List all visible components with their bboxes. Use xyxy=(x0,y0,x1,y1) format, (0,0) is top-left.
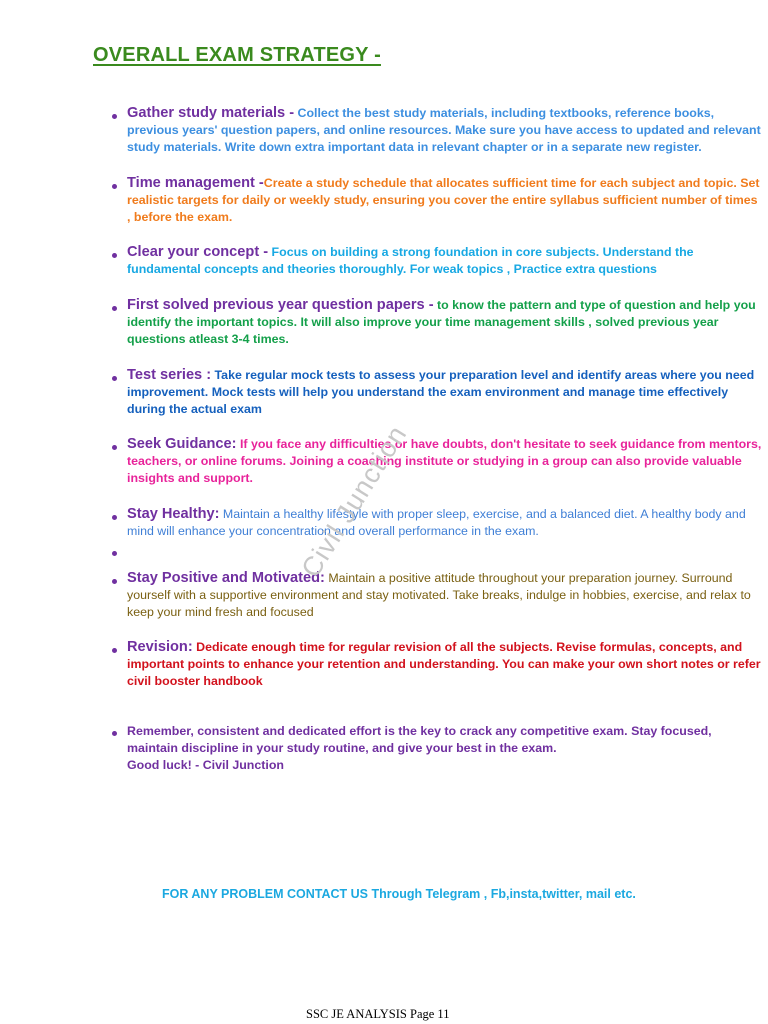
list-item xyxy=(127,105,762,155)
bullet xyxy=(112,515,117,520)
list-item xyxy=(127,175,762,225)
item-body: Collect the best study materials, including textbooks, reference books, previous years' question papers, and online resources. Make sure you have access to updated and relevant study materials. Write down extra important data in relevant chapter or in a separate new register. xyxy=(127,106,761,154)
item-body: Dedicate enough time for regular revision of all the subjects. Revise formulas, concepts, and important points to enhance your retention and understanding. You can make your own short notes or refer civil booster handbook xyxy=(127,640,761,688)
item-body: Create a study schedule that allocates sufficient time for each subject and topic. Set realistic targets for daily or weekly study, ensuring you cover the entire syllabus sufficient number of times , before the exam. xyxy=(127,176,760,224)
bullet xyxy=(112,579,117,584)
item-heading: Revision: xyxy=(127,639,193,655)
item-body: to know the pattern and type of question and help you identify the important topics. It will also improve your time management skills , solved previous year questions atleast 3-4 times. xyxy=(127,298,756,346)
list-item xyxy=(127,436,762,486)
item-heading: Test series : xyxy=(127,367,212,383)
list-item xyxy=(127,297,762,347)
item-body: If you face any difficulties or have doubts, don't hesitate to seek guidance from mentors, teachers, or online forums. Joining a coaching institute or studying in a group can also provide valuable insights and support. xyxy=(127,437,762,485)
item-heading: Time management - xyxy=(127,175,264,191)
item-heading: Clear your concept - xyxy=(127,244,269,260)
list-item xyxy=(127,639,762,689)
closing-signoff: Good luck! - Civil Junction xyxy=(127,757,284,772)
list-item xyxy=(127,570,762,620)
bullet xyxy=(112,445,117,450)
item-body: Focus on building a strong foundation in core subjects. Understand the fundamental concepts and theories thoroughly. For weak topics , Practice extra questions xyxy=(127,245,694,276)
list-item xyxy=(127,367,762,417)
bullet xyxy=(112,184,117,189)
list-item xyxy=(127,506,762,540)
bullet xyxy=(112,253,117,258)
page-title: OVERALL EXAM STRATEGY - xyxy=(93,44,381,66)
closing-text: Remember, consistent and dedicated effort is the key to crack any competitive exam. Stay focused, maintain discipline in your study routine, and give your best in the exam. xyxy=(127,724,712,755)
watermark-text: Civil Junction xyxy=(295,419,413,583)
item-body: Maintain a healthy lifestyle with proper sleep, exercise, and a balanced diet. A healthy body and mind will enhance your concentration and overall performance in the exam. xyxy=(127,507,746,538)
bullet xyxy=(112,648,117,653)
bullet xyxy=(112,731,117,736)
closing-note xyxy=(127,723,762,773)
page-footer: SSC JE ANALYSIS Page 11 xyxy=(306,1007,450,1021)
bullet xyxy=(112,114,117,119)
item-heading: Stay Positive and Motivated: xyxy=(127,570,325,586)
item-heading: First solved previous year question papers - xyxy=(127,297,434,313)
item-heading: Gather study materials - xyxy=(127,105,295,121)
item-heading: Stay Healthy: xyxy=(127,506,220,522)
contact-line: FOR ANY PROBLEM CONTACT US Through Telegram , Fb,insta,twitter, mail etc. xyxy=(162,887,636,901)
empty-bullet xyxy=(112,551,117,556)
item-heading: Seek Guidance: xyxy=(127,436,237,452)
list-item xyxy=(127,244,762,278)
item-body: Take regular mock tests to assess your preparation level and identify areas where you need improvement. Mock tests will help you understand the exam environment and manage time effectively during the actual exam xyxy=(127,368,755,416)
bullet xyxy=(112,306,117,311)
bullet xyxy=(112,376,117,381)
item-body: Maintain a positive attitude throughout your preparation journey. Surround yourself with a supportive environment and stay motivated. Take breaks, indulge in hobbies, exercise, and relax to keep your mind fresh and focused xyxy=(127,571,751,619)
